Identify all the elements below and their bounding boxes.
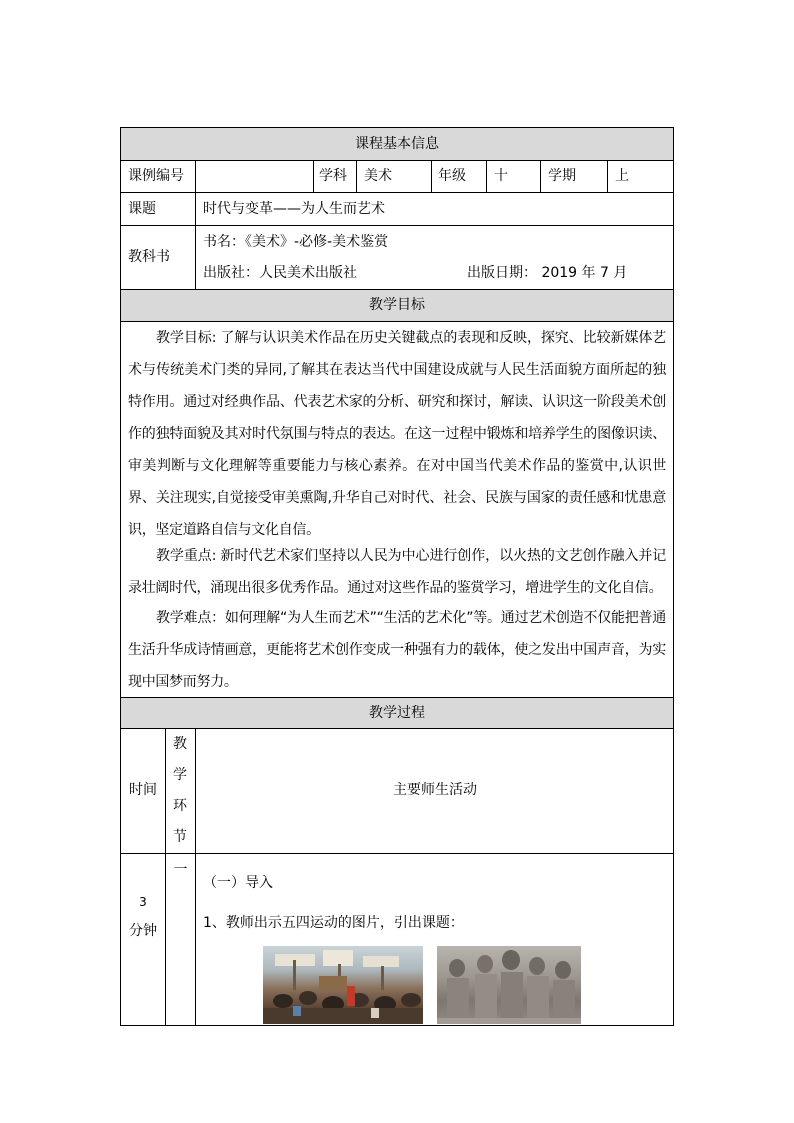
- textbook-name: 书名：《美术》-必修-美术鉴赏: [203, 234, 389, 250]
- stage-header-char: 教: [173, 736, 187, 752]
- rule: [120, 192, 674, 193]
- time-column-header: 时间: [129, 782, 157, 798]
- may-fourth-relief-graphic: [437, 946, 581, 1024]
- subject-value: 美术: [364, 168, 392, 184]
- stage-header-char: 节: [173, 829, 187, 845]
- activities-column-header: 主要师生活动: [393, 782, 477, 798]
- may-fourth-painting-image: [263, 946, 423, 1024]
- rule: [120, 225, 674, 226]
- rule: [120, 160, 674, 161]
- header-teaching-process: 教学过程: [369, 705, 425, 721]
- topic-value: 时代与变革——为人生而艺术: [203, 201, 385, 217]
- stage1-title: （一）导入: [203, 875, 273, 891]
- topic-label: 课题: [128, 201, 156, 217]
- grade-label: 年级: [438, 168, 466, 184]
- stage1-time-number: 3: [139, 895, 147, 909]
- textbook-publisher: 出版社：人民美术出版社: [203, 265, 357, 281]
- textbook-label: 教科书: [128, 249, 170, 265]
- header-basic-info: 课程基本信息: [355, 136, 439, 152]
- stage1-number: 一: [173, 862, 188, 878]
- rule: [356, 160, 357, 192]
- rule: [120, 289, 674, 290]
- header-teaching-goals: 教学目标: [369, 297, 425, 313]
- may-fourth-relief-image: [437, 946, 581, 1024]
- rule: [540, 160, 541, 192]
- stage-header-char: 学: [173, 767, 187, 783]
- textbook-publish-date: 出版日期： 2019 年 7 月: [467, 265, 628, 281]
- term-label: 学期: [548, 168, 576, 184]
- term-value: 上: [615, 168, 629, 184]
- stage1-time-unit: 分钟: [129, 923, 157, 939]
- rule: [195, 160, 196, 289]
- rule: [486, 160, 487, 192]
- grade-value: 十: [494, 168, 508, 184]
- may-fourth-painting-graphic: [263, 946, 423, 1024]
- teaching-objectives: 教学目标: 了解与认识美术作品在历史关键截点的表现和反映，探究、比较新媒体艺术与传统美术门类的异同,了解其在表达当代中国建设成就与人民生活面貌方面所起的独特作用。通过对经典作品、代表艺术家的分析、研究和探讨，解读、认识这一阶段美术创作的独特面貌及其对时代氛围与特点的表达。在这一过程中锻炼和培养学生的图像识读、审美判断与文化理解等重要能力与核心素养。在对中国当代美术作品的鉴赏中,认识世界、关注现实,自觉接受审美熏陶,升华自己对时代、社会、民族与国家的责任感和忧患意识，坚定道路自信与文化自信。: [128, 330, 666, 538]
- rule: [195, 728, 196, 1026]
- case-number-label: 课例编号: [128, 168, 184, 184]
- rule: [120, 853, 674, 854]
- rule: [431, 160, 432, 192]
- stage-header-char: 环: [173, 798, 187, 814]
- rule: [607, 160, 608, 192]
- rule: [313, 160, 314, 192]
- teaching-key-points: 教学重点: 新时代艺术家们坚持以人民为中心进行创作，以火热的文艺创作融入并记录壮阔时代，涌现出很多优秀作品。通过对这些作品的鉴赏学习，增进学生的文化自信。: [128, 548, 666, 596]
- teaching-difficulties: 教学难点：如何理解“为人生而艺术”“生活的艺术化”等。通过艺术创造不仅能把普通生活升华成诗情画意，更能将艺术创作变成一种强有力的载体，使之发出中国声音，为实现中国梦而努力。: [128, 610, 666, 690]
- rule: [120, 728, 674, 729]
- subject-label: 学科: [319, 168, 347, 184]
- stage1-step1: 1、教师出示五四运动的图片，引出课题：: [203, 915, 464, 931]
